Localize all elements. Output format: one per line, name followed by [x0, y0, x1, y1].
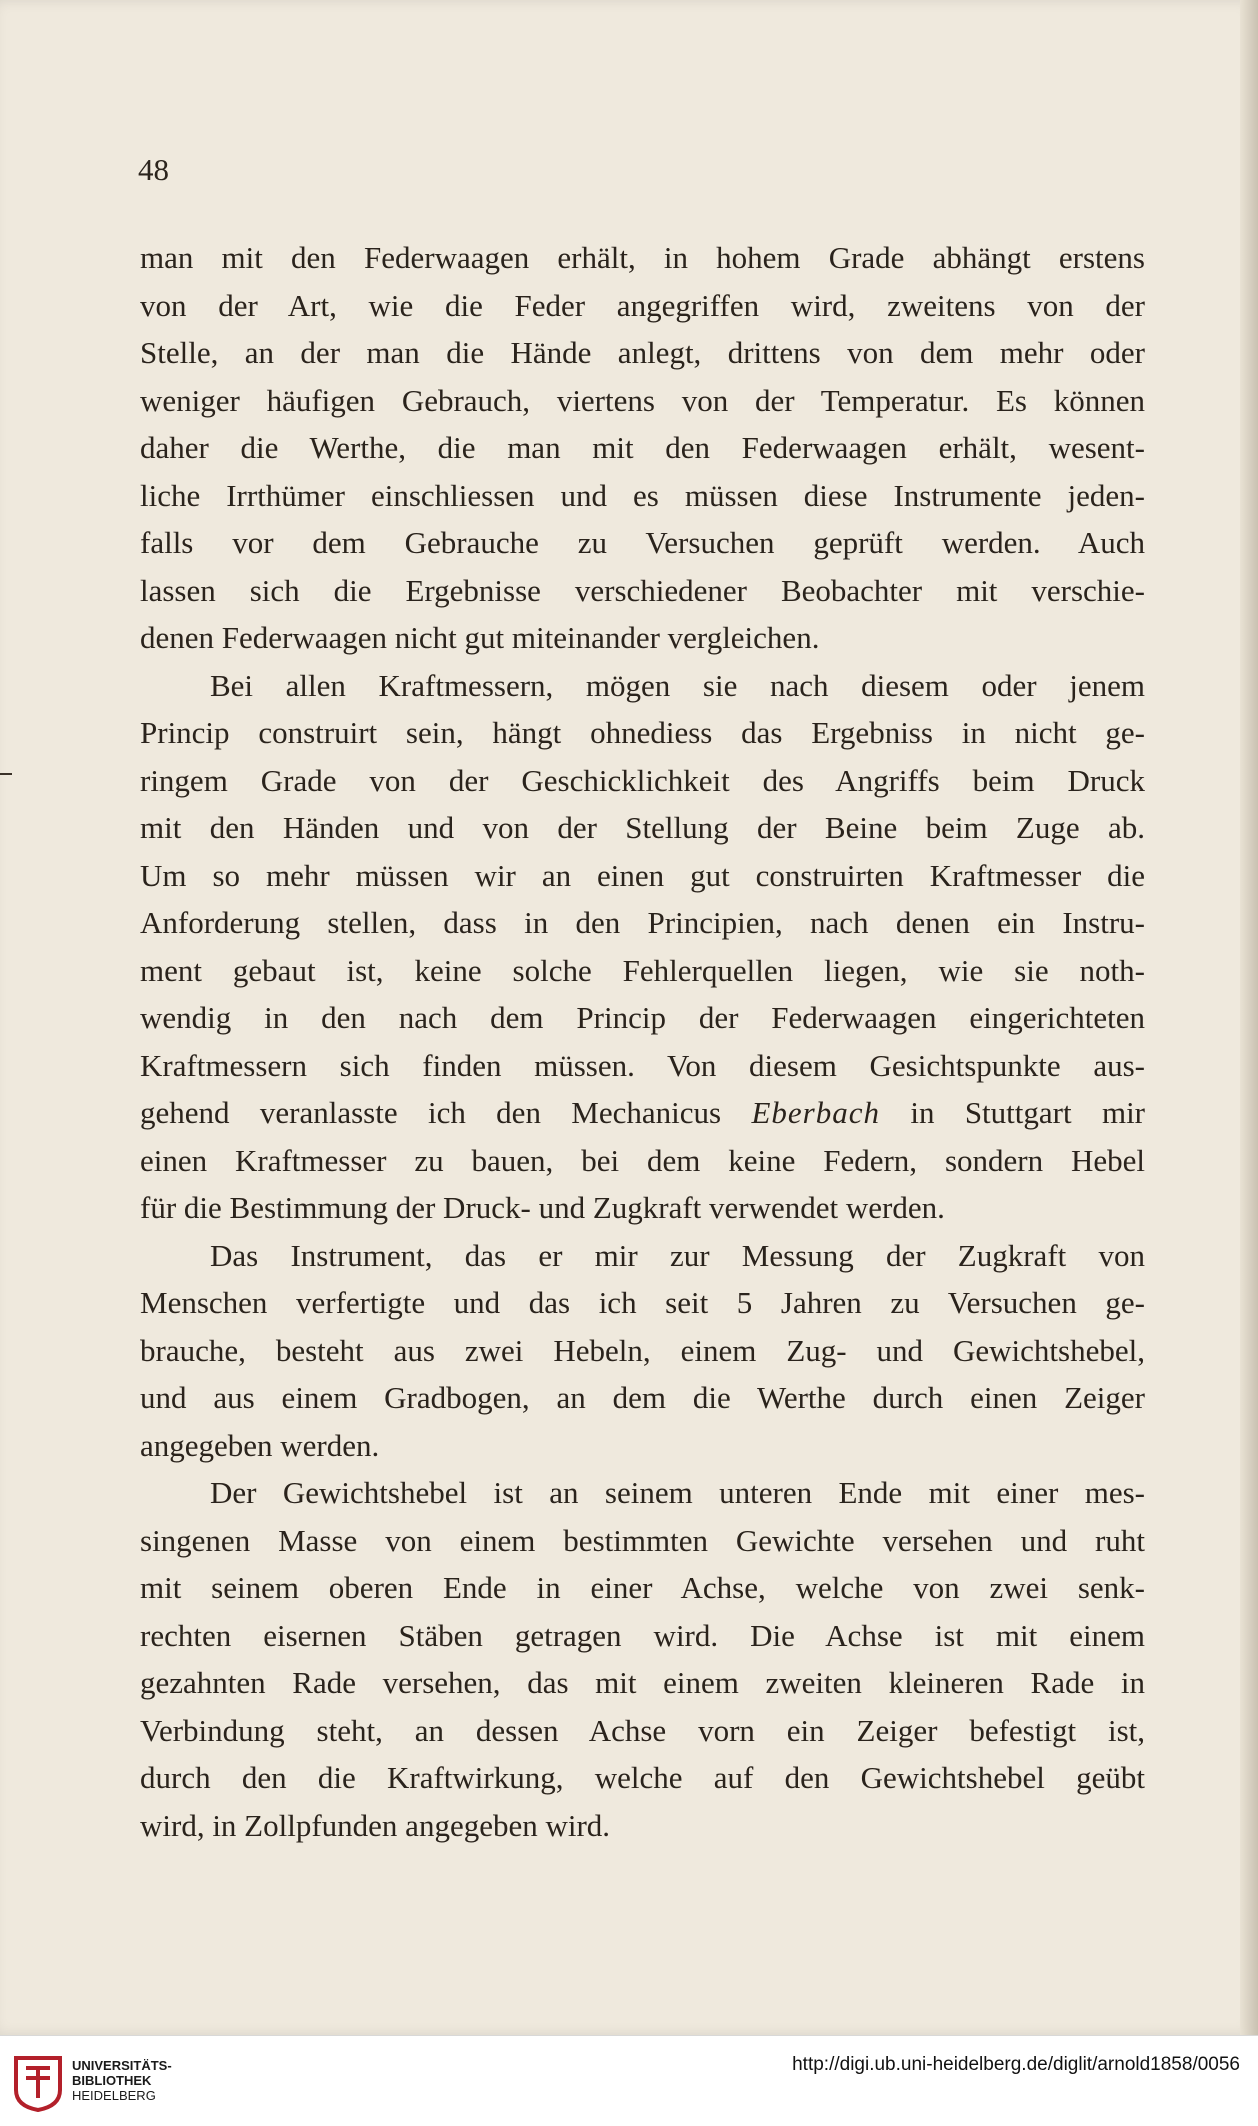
paragraph-4-line-1: Der Gewichtshebel ist an seinem unteren Ende mit einer mes- — [210, 1475, 1145, 1510]
paragraph-1-line-6: liche Irrthümer einschliessen und es müssen diese Instrumente jeden- — [140, 477, 1145, 513]
paragraph-1-line-7: falls vor dem Gebrauche zu Versuchen geprüft werden. Auch — [140, 525, 1145, 560]
person-name-eberbach: Eberbach — [751, 1095, 880, 1130]
paragraph-1-line-5: daher die Werthe, die man mit den Federwaagen erhält, wesent- — [140, 430, 1145, 465]
paragraph-3-line-3: brauche, besteht aus zwei Hebeln, einem Zug- und Gewichtshebel, — [140, 1332, 1145, 1368]
body-text — [140, 234, 1145, 1849]
paragraph-4-line-2: singenen Masse von einem bestimmten Gewichte versehen und ruht — [140, 1522, 1145, 1558]
paragraph-2-line-6: Anforderung stellen, dass in den Principien, nach denen ein Instru- — [140, 905, 1145, 940]
margin-mark — [0, 773, 12, 775]
library-name-line-3: HEIDELBERG — [72, 2088, 156, 2103]
library-name — [72, 2058, 172, 2103]
paragraph-1-line-9: denen Federwaagen nicht gut miteinander vergleichen. — [140, 620, 820, 655]
page-edge — [1240, 0, 1258, 2035]
paragraph-4-line-3: mit seinem oberen Ende in einer Achse, welche von zwei senk- — [140, 1570, 1145, 1605]
paragraph-1-line-8: lassen sich die Ergebnisse verschiedener Beobachter mit verschie- — [140, 572, 1145, 608]
paragraph-2-line-9: Kraftmessern sich finden müssen. Von diesem Gesichtspunkte aus- — [140, 1047, 1145, 1083]
paragraph-2-line-4: mit den Händen und von der Stellung der Beine beim Zuge ab. — [140, 810, 1145, 845]
paragraph-2-line-12: für die Bestimmung der Druck- und Zugkraft verwendet werden. — [140, 1190, 945, 1225]
paragraph-3-line-2: Menschen verfertigte und das ich seit 5 Jahren zu Versuchen ge- — [140, 1285, 1145, 1320]
footer-bar — [0, 2035, 1258, 2126]
paragraph-2-line-8: wendig in den nach dem Princip der Federwaagen eingerichteten — [140, 1000, 1145, 1035]
paragraph-2-line-10 — [140, 1089, 1145, 1137]
university-seal-icon — [12, 2054, 64, 2112]
paragraph-2-line-1: Bei allen Kraftmessern, mögen sie nach diesem oder jenem — [210, 667, 1145, 703]
paragraph-1-line-2: von der Art, wie die Feder angegriffen wird, zweitens von der — [140, 287, 1145, 323]
paragraph-3-line-1: Das Instrument, das er mir zur Messung der Zugkraft von — [210, 1237, 1145, 1273]
paragraph-4-line-5: gezahnten Rade versehen, das mit einem zweiten kleineren Rade in — [140, 1665, 1145, 1700]
library-name-line-2: BIBLIOTHEK — [72, 2073, 152, 2088]
paragraph-2-line-7: ment gebaut ist, keine solche Fehlerquellen liegen, wie sie noth- — [140, 952, 1145, 988]
paragraph-2-line-5: Um so mehr müssen wir an einen gut construirten Kraftmesser die — [140, 857, 1145, 893]
paragraph-4-line-7: durch den die Kraftwirkung, welche auf den Gewichtshebel geübt — [140, 1760, 1145, 1795]
paragraph-2-line-11: einen Kraftmesser zu bauen, bei dem keine Federn, sondern Hebel — [140, 1142, 1145, 1178]
line-10-start: gehend veranlasste ich den Mechanicus — [140, 1095, 722, 1130]
paragraph-3-line-5: angegeben werden. — [140, 1427, 380, 1463]
source-url-link[interactable]: http://digi.ub.uni-heidelberg.de/diglit/arnold1858/0056 — [792, 2054, 1240, 2075]
paragraph-4-line-4: rechten eisernen Stäben getragen wird. Die Achse ist mit einem — [140, 1617, 1145, 1653]
paragraph-2-line-2: Princip construirt sein, hängt ohnediess das Ergebniss in nicht ge- — [140, 715, 1145, 750]
paragraph-2-line-3: ringem Grade von der Geschicklichkeit des Angriffs beim Druck — [140, 762, 1145, 798]
paragraph-4-line-8: wird, in Zollpfunden angegeben wird. — [140, 1807, 611, 1843]
library-name-line-1: UNIVERSITÄTS- — [72, 2058, 172, 2073]
page-number: 48 — [138, 152, 169, 187]
paragraph-3-line-4: und aus einem Gradbogen, an dem die Werthe durch einen Zeiger — [140, 1380, 1145, 1415]
paragraph-1-line-4: weniger häufigen Gebrauch, viertens von der Temperatur. Es können — [140, 382, 1145, 418]
paragraph-4-line-6: Verbindung steht, an dessen Achse vorn ein Zeiger befestigt ist, — [140, 1712, 1145, 1748]
paragraph-1-line-1: man mit den Federwaagen erhält, in hohem Grade abhängt erstens — [140, 240, 1145, 275]
line-10-end: in Stuttgart mir — [910, 1095, 1145, 1130]
paragraph-1-line-3: Stelle, an der man die Hände anlegt, drittens von dem mehr oder — [140, 335, 1145, 370]
